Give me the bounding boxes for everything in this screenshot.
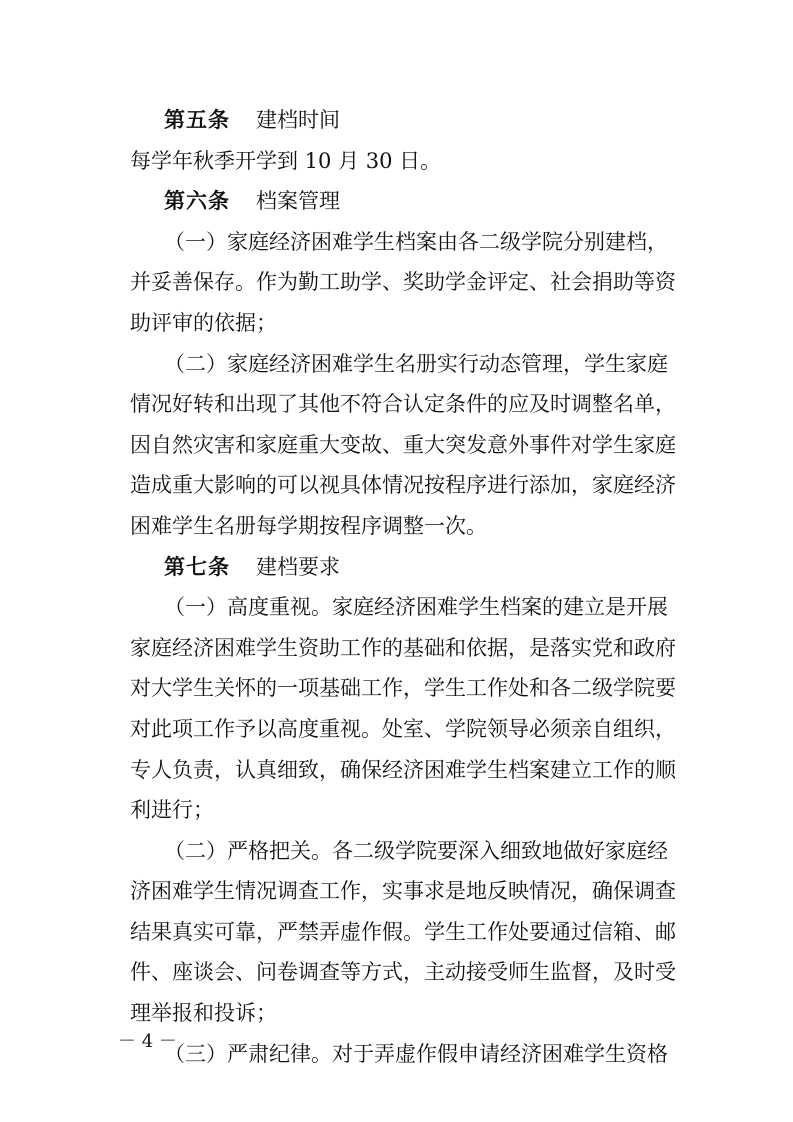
article-heading [130,181,675,222]
paragraph-line: 件、座谈会、问卷调查等方式，主动接受师生监督，及时受 [130,960,676,985]
paragraph-line: 造成重大影响的可以视具体情况按程序进行添加，家庭经济 [130,473,676,498]
paragraph-line: 因自然灾害和家庭重大变故、重大突发意外事件对学生家庭 [130,432,676,457]
paragraph-line: 情况好转和出现了其他不符合认定条件的应及时调整名单， [130,392,676,417]
paragraph-first-line: （一）家庭经济困难学生档案由各二级学院分别建档， [164,229,668,254]
paragraph-line: 困难学生名册每学期按程序调整一次。 [130,513,487,538]
paragraph-line: 每学年秋季开学到 10 月 30 日。 [130,148,442,173]
paragraph-line: 专人负责，认真细致，确保经济困难学生档案建立工作的顺 [130,757,676,782]
paragraph-first-line: （三）严肃纪律。对于弄虚作假申请经济困难学生资格 [164,1041,668,1066]
page-number: － 4 － [118,1031,177,1052]
article-title: 档案管理 [256,189,340,214]
document-body [130,100,675,1074]
article-heading [130,100,675,141]
article-title: 建档要求 [256,554,340,579]
paragraph-line: 家庭经济困难学生资助工作的基础和依据，是落实党和政府 [130,635,676,660]
article-title: 建档时间 [256,108,340,132]
article-heading [130,547,675,588]
paragraph-first-line: （二）家庭经济困难学生名册实行动态管理，学生家庭 [164,351,668,376]
article-number: 第五条 [164,107,230,132]
paragraph-line: 并妥善保存。作为勤工助学、奖助学金评定、社会捐助等资 [130,270,676,295]
paragraph-line: 理举报和投诉； [130,1001,277,1026]
paragraph-line: 利进行； [130,798,214,823]
paragraph-first-line: （二）严格把关。各二级学院要深入细致地做好家庭经 [164,838,668,863]
paragraph-line: 济困难学生情况调查工作，实事求是地反映情况，确保调查 [130,879,676,904]
paragraph-line: 对大学生关怀的一项基础工作，学生工作处和各二级学院要 [130,676,676,701]
paragraph-line: 助评审的依据； [130,310,277,335]
article-number: 第六条 [164,188,230,214]
paragraph-first-line: （一）高度重视。家庭经济困难学生档案的建立是开展 [164,595,668,620]
paragraph-line: 对此项工作予以高度重视。处室、学院领导必须亲自组织， [130,716,676,741]
paragraph-line: 结果真实可靠，严禁弄虚作假。学生工作处要通过信箱、邮 [130,919,676,944]
article-number: 第七条 [164,553,230,579]
